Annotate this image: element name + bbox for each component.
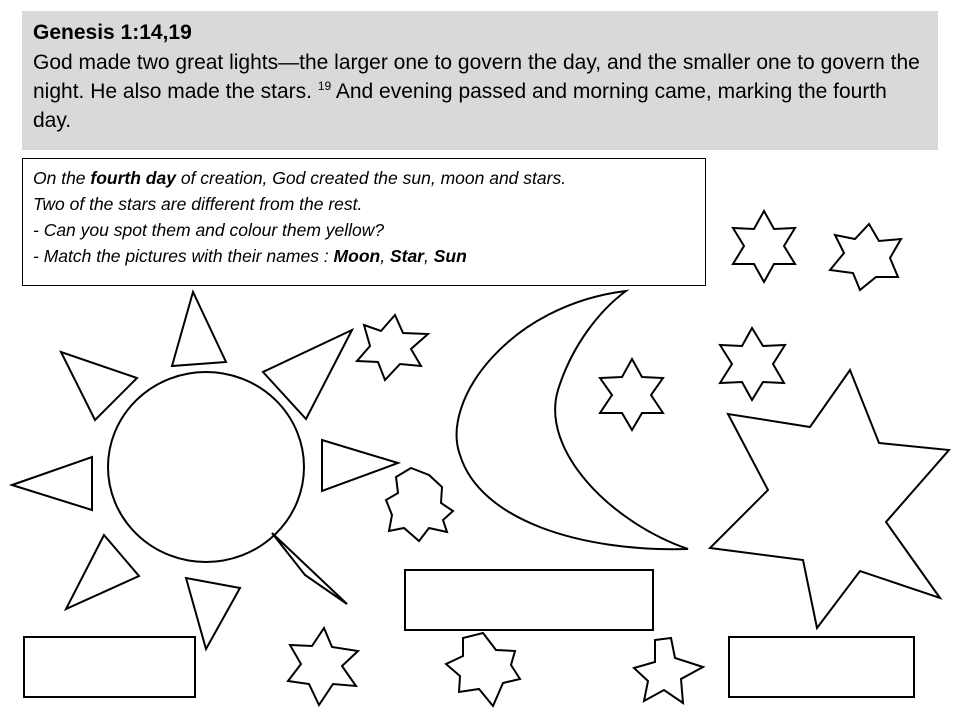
star-seven-point[interactable]: [446, 633, 520, 706]
star-picture-large[interactable]: [710, 370, 949, 628]
answer-box-sun[interactable]: [23, 636, 196, 698]
sun-ray: [12, 457, 92, 510]
separator: ,: [423, 246, 434, 266]
verse-number-superscript: 19: [317, 79, 332, 93]
verse-text-part1: God made two great lights—the larger one to govern the day, and the smaller one to govern the night. He also made the stars.: [33, 51, 920, 103]
name-sun: Sun: [433, 246, 467, 266]
separator: ,: [380, 246, 390, 266]
instruction-text: - Match the pictures with their names :: [33, 246, 334, 266]
name-star: Star: [389, 246, 424, 266]
answer-box-moon[interactable]: [404, 569, 654, 631]
verse-reference: Genesis 1:14,19: [33, 21, 192, 44]
instruction-text: On the: [33, 168, 91, 188]
name-moon: Moon: [333, 246, 381, 266]
star-six-point[interactable]: [357, 315, 428, 380]
moon-picture[interactable]: [457, 291, 688, 549]
star-six-point[interactable]: [720, 328, 785, 400]
instruction-text: of creation, God created the sun, moon and stars.: [175, 168, 567, 188]
sun-ray: [322, 440, 398, 491]
star-seven-point[interactable]: [386, 468, 453, 541]
sun-picture[interactable]: [12, 292, 398, 649]
star-six-point[interactable]: [600, 359, 663, 430]
sun-ray: [272, 533, 347, 604]
star-six-point[interactable]: [830, 224, 901, 290]
star-six-point[interactable]: [733, 211, 795, 282]
sun-ray: [66, 535, 139, 609]
instruction-line-2: Two of the stars are different from the rest.: [33, 194, 363, 214]
sun-ray: [61, 352, 137, 420]
star-six-point[interactable]: [288, 628, 358, 705]
verse-text-part2: And evening passed and morning came, marking the fourth day.: [33, 80, 887, 132]
sun-circle: [108, 372, 304, 562]
instruction-line-3: - Can you spot them and colour them yellow?: [33, 220, 385, 240]
answer-box-star[interactable]: [728, 636, 915, 698]
star-six-point[interactable]: [634, 638, 703, 703]
sun-ray: [172, 292, 226, 366]
instruction-emphasis: fourth day: [90, 168, 176, 188]
